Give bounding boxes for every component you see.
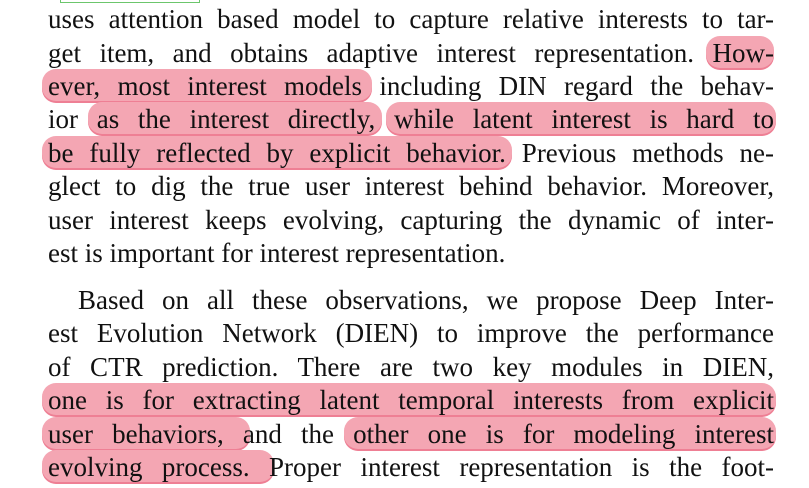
paragraph-2-line-6-text: evolving process. Proper interest representation is the foot- xyxy=(48,452,774,482)
paragraph-1-line-8-text: est is important for interest representation. xyxy=(48,238,506,268)
paragraph-1-line-6 xyxy=(48,169,774,203)
paragraph-2-line-4 xyxy=(48,383,774,417)
paragraph-1-line-1 xyxy=(48,2,774,36)
paragraph-1-line-4-text: ior as the interest directly, while latent interest is hard to xyxy=(48,104,774,134)
paragraph-2-line-1-text: Based on all these observations, we propose Deep Inter- xyxy=(78,285,774,315)
paragraph-2-line-4-text: one is for extracting latent temporal interests from explicit xyxy=(48,385,774,415)
paragraph-1-line-2 xyxy=(48,36,774,70)
paragraph-1-line-7 xyxy=(48,203,774,237)
paragraph-1-line-7-text: user interest keeps evolving, capturing the dynamic of inter- xyxy=(48,205,774,235)
paragraph-1-line-5 xyxy=(48,136,774,170)
paragraph-1-line-3-text: ever, most interest models including DIN regard the behav- xyxy=(48,71,774,101)
paragraph-1-line-3 xyxy=(48,69,774,103)
paragraph-2-line-1 xyxy=(78,283,774,317)
paragraph-2-line-2 xyxy=(48,316,774,350)
paragraph-2-line-5-text: user behaviors, and the other one is for modeling interest xyxy=(48,419,774,449)
paragraph-1-line-8 xyxy=(48,236,774,270)
paragraph-1-line-6-text: glect to dig the true user interest behind behavior. Moreover, xyxy=(48,171,774,201)
paragraph-2-line-3-text: of CTR prediction. There are two key modules in DIEN, xyxy=(48,352,774,382)
paragraph-1-line-4 xyxy=(48,102,774,136)
paragraph-2-line-3 xyxy=(48,350,774,384)
paragraph-1-line-1-text: uses attention based model to capture relative interests to tar- xyxy=(48,4,774,34)
paragraph-2-line-6 xyxy=(48,450,774,484)
paragraph-1-line-2-text: get item, and obtains adaptive interest representation. How- xyxy=(48,38,774,68)
paragraph-1-line-5-text: be fully reflected by explicit behavior. Previous methods ne- xyxy=(48,138,774,168)
paragraph-2-line-2-text: est Evolution Network (DIEN) to improve the performance xyxy=(48,318,774,348)
paragraph-2-line-5 xyxy=(48,417,774,451)
